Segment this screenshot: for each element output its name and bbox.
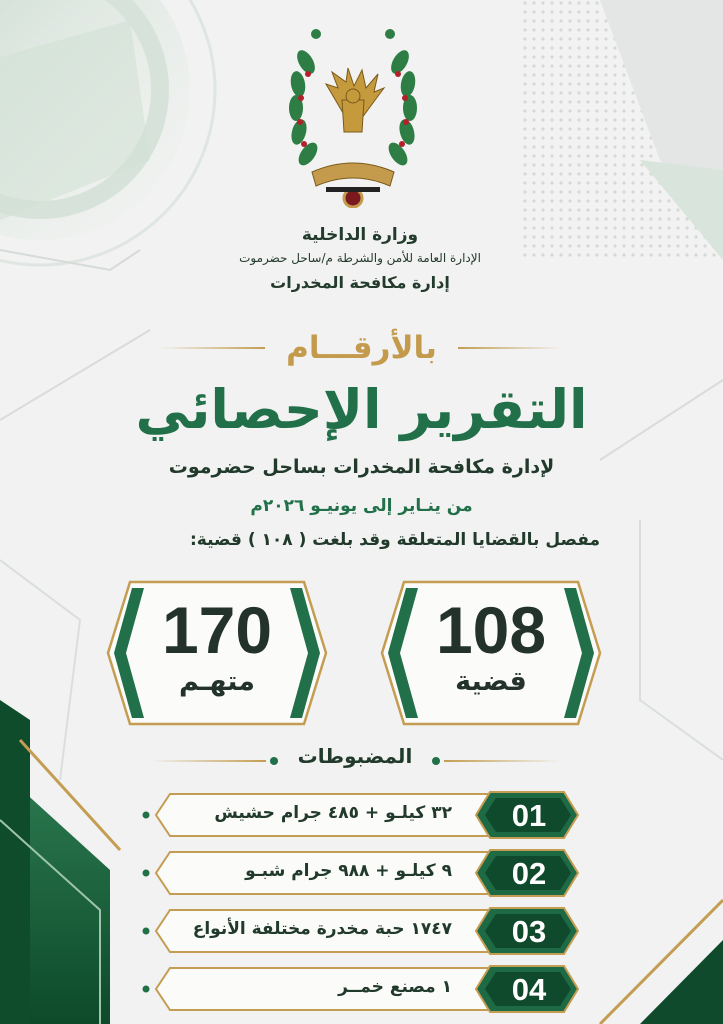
seizures-heading-row <box>150 744 560 778</box>
accused-label: متهـم <box>179 666 255 697</box>
report-title: التقرير الإحصائي <box>135 378 588 441</box>
report-subtitle: لإدارة مكافحة المخدرات بساحل حضرموت <box>168 456 555 478</box>
seizure-item-text: ١ مصنع خمــر <box>338 977 452 997</box>
seizure-item-number: 03 <box>511 914 547 949</box>
seizures-divider-right <box>444 760 560 762</box>
cases-label: قضية <box>455 666 527 697</box>
seizure-item-number: 01 <box>511 798 547 833</box>
seizures-divider-left <box>150 760 266 762</box>
seizure-item-text: ٣٢ كيلـو + ٤٨٥ جرام حشيش <box>214 803 452 823</box>
report-period: من ينـاير إلى يونيـو ٢٠٢٦م <box>250 496 473 516</box>
kicker-row <box>160 330 563 370</box>
seizures-dot-right <box>432 757 440 765</box>
seizure-item <box>140 906 580 956</box>
accused-stat-card <box>104 578 330 728</box>
ministry-name: وزارة الداخلية <box>301 225 419 245</box>
report-kicker: بالأرقـــام <box>286 330 437 366</box>
ministry-emblem-icon <box>286 22 420 208</box>
department-name: إدارة مكافحة المخدرات <box>270 273 450 292</box>
seizure-item <box>140 848 580 898</box>
seizure-item-number: 04 <box>511 972 547 1007</box>
cases-count: 108 <box>435 593 547 667</box>
directorate-name: الإدارة العامة للأمن والشرطة م/ساحل حضرموت <box>239 251 481 265</box>
seizures-title: المضبوطات <box>297 744 413 768</box>
seizure-item-number: 02 <box>511 856 547 891</box>
seizure-item <box>140 790 580 840</box>
seizure-item-text: ٩ كيلـو + ٩٨٨ جرام شبـو <box>245 861 452 881</box>
seizures-dot-left <box>270 757 278 765</box>
seizure-item-text: ١٧٤٧ حبة مخدرة مختلفة الأنواع <box>192 919 452 939</box>
kicker-divider-left <box>160 347 265 349</box>
seizure-item <box>140 964 580 1014</box>
report-detail: مفصل بالقضايا المتعلقة وقد بلغت ( ١٠٨ ) قضية: <box>190 530 600 550</box>
accused-count: 170 <box>161 593 273 667</box>
cases-stat-card <box>378 578 604 728</box>
kicker-divider-right <box>458 347 563 349</box>
